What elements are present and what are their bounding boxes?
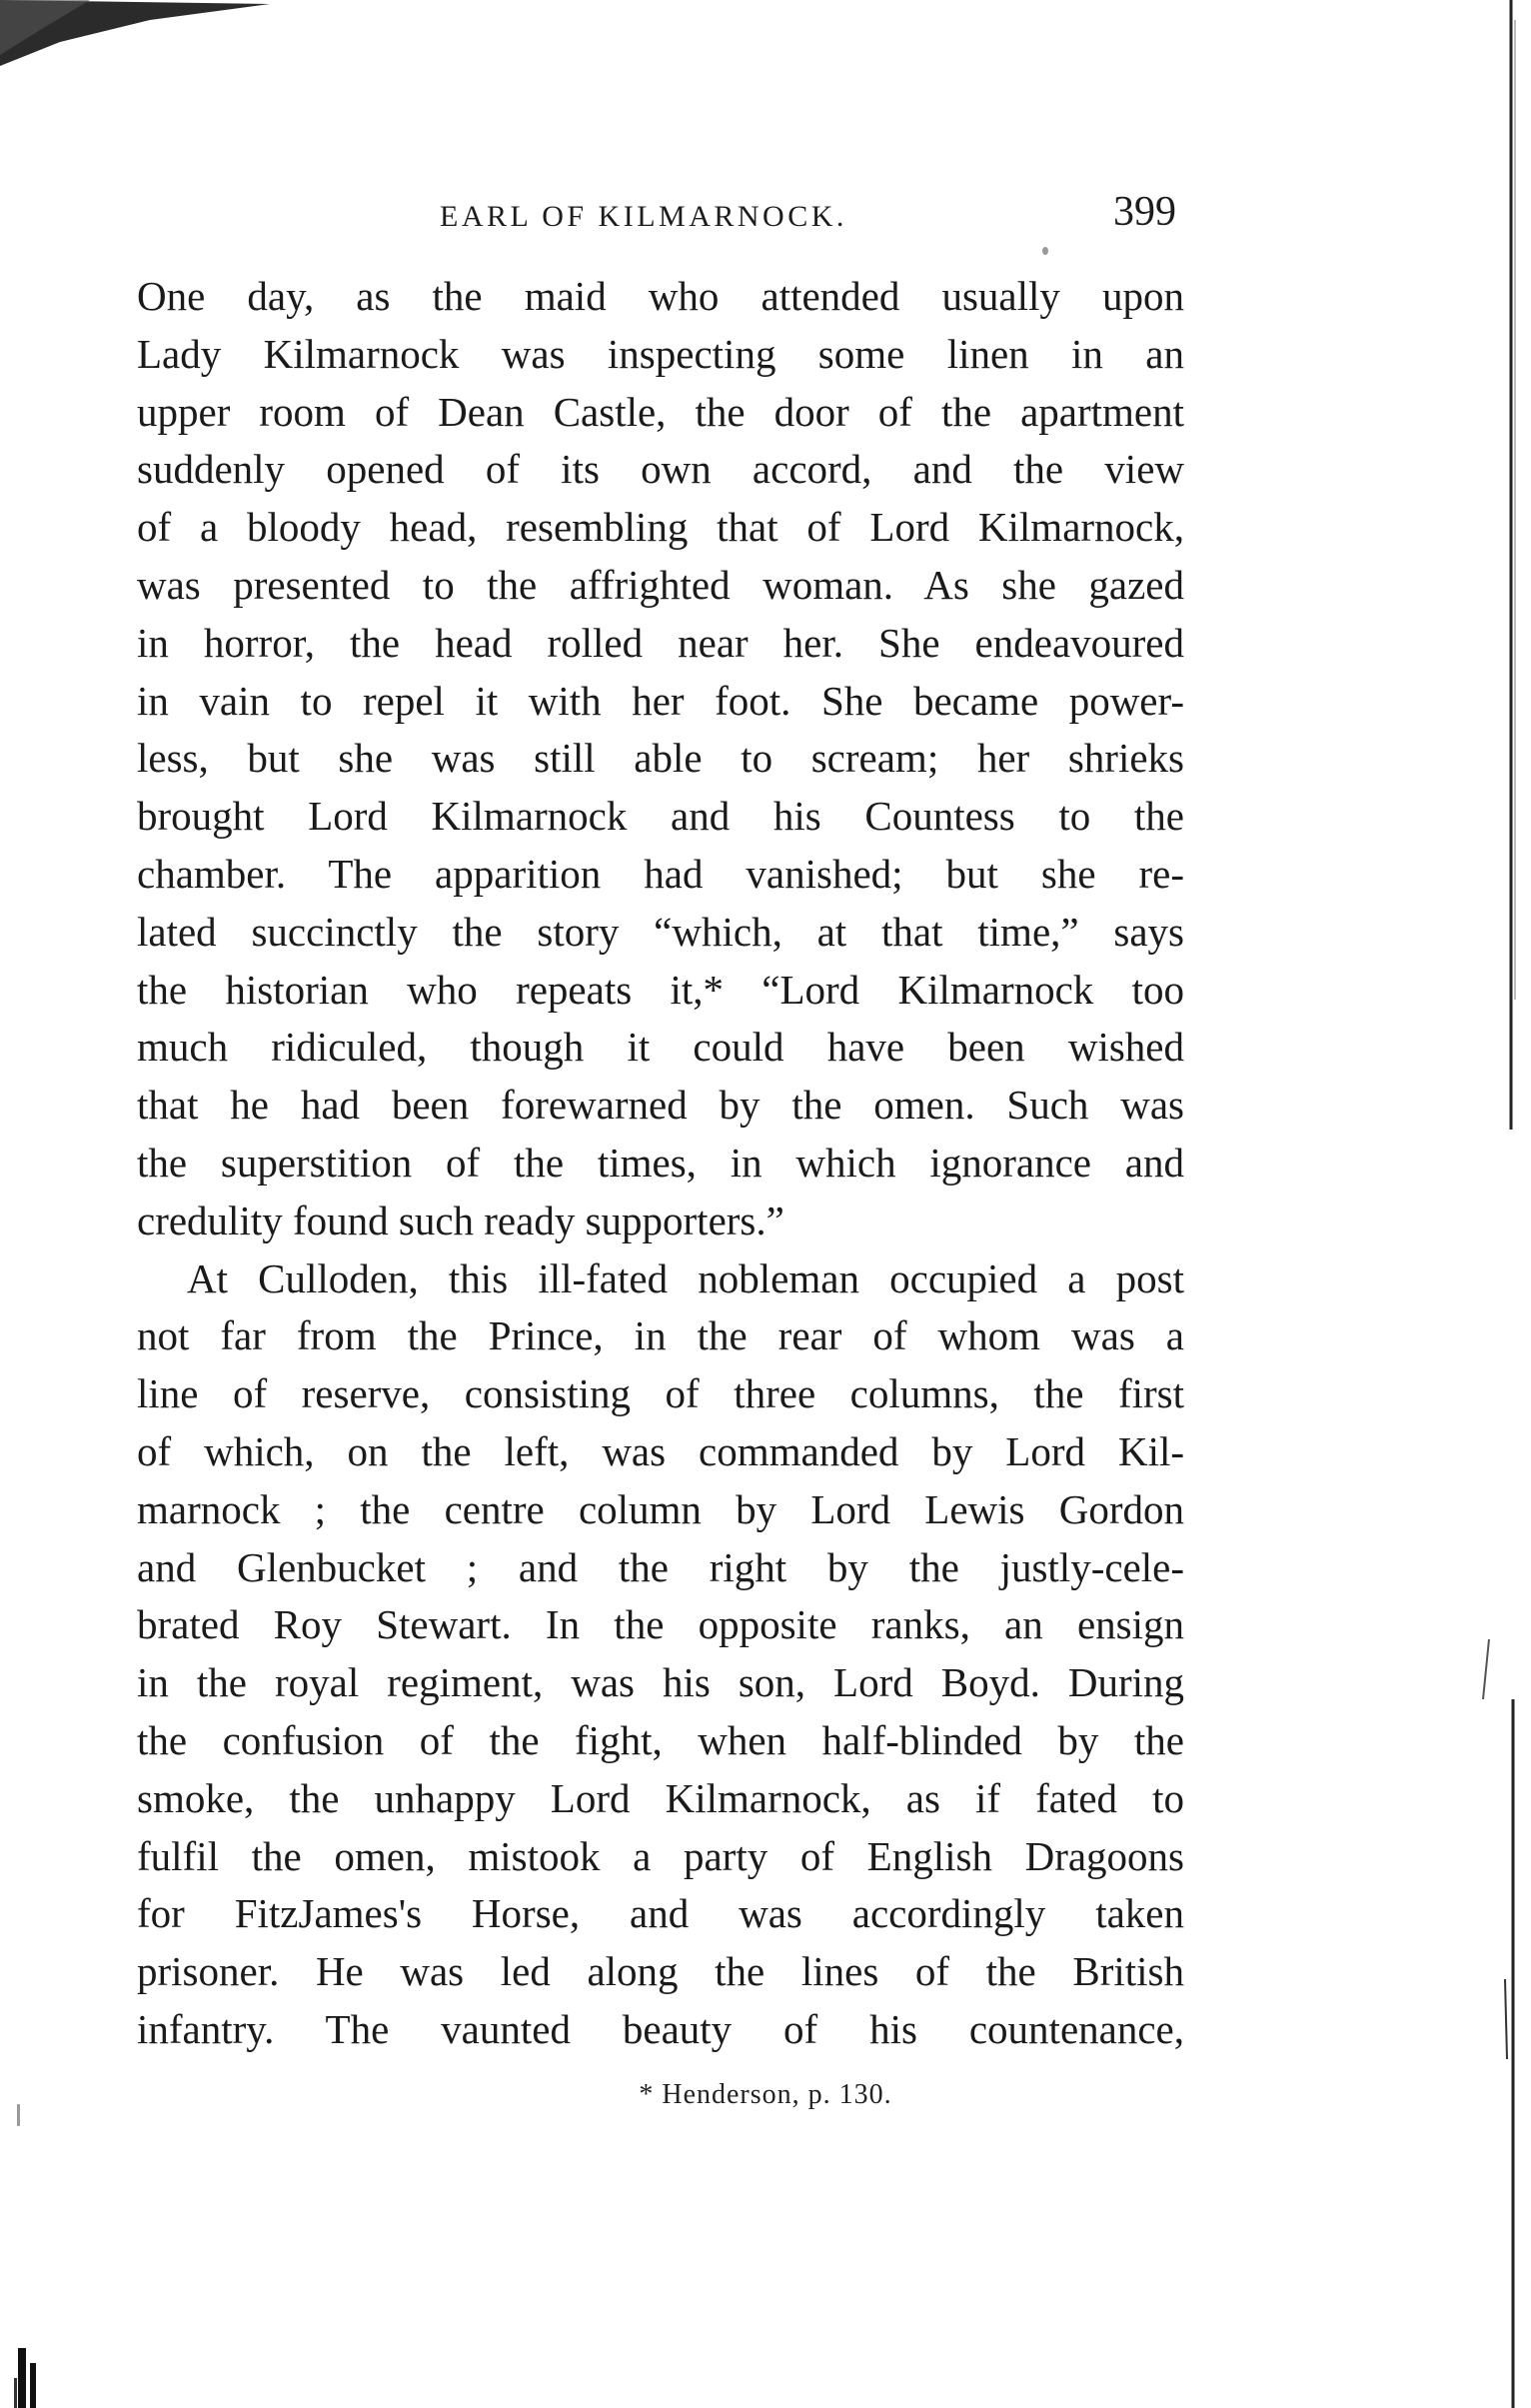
- text-line: One day, as the maid who attended usually upon: [137, 273, 1184, 319]
- paragraph: [137, 268, 1184, 1250]
- text-line: infantry. The vaunted beauty of his countenance,: [137, 2005, 1184, 2052]
- text-line: less, but she was still able to scream; her shrieks: [137, 735, 1184, 782]
- text-line: the superstition of the times, in which ignorance and: [137, 1139, 1184, 1186]
- text-line: Lady Kilmarnock was inspecting some linen in an: [137, 330, 1184, 377]
- footnote: * Henderson, p. 130.: [639, 2079, 892, 2110]
- running-title: EARL OF KILMARNOCK.: [440, 200, 847, 233]
- text-line: brated Roy Stewart. In the opposite ranks, an ensign: [137, 1601, 1184, 1648]
- text-line: was presented to the affrighted woman. As she gazed: [137, 561, 1184, 608]
- text-line: smoke, the unhappy Lord Kilmarnock, as if fated to: [137, 1774, 1184, 1821]
- text-line: and Glenbucket ; and the right by the justly-cele-: [137, 1543, 1184, 1590]
- text-line: in horror, the head rolled near her. She endeavoured: [137, 619, 1184, 666]
- text-line: marnock ; the centre column by Lord Lewis Gordon: [137, 1485, 1184, 1532]
- paragraph: [137, 1250, 1184, 2059]
- page-edge-bottom-left: [0, 2308, 70, 2408]
- text-line: the historian who repeats it,* “Lord Kilmarnock too: [137, 966, 1184, 1013]
- page-corner-smudge: [0, 0, 270, 70]
- text-line: in the royal regiment, was his son, Lord Boyd. During: [137, 1659, 1184, 1706]
- text-line: brought Lord Kilmarnock and his Countess to the: [137, 793, 1184, 840]
- page-edge-right: [1461, 0, 1531, 2408]
- text-line: not far from the Prince, in the rear of whom was a: [137, 1312, 1184, 1359]
- text-line: fulfil the omen, mistook a party of English Dragoons: [137, 1832, 1184, 1879]
- text-line: At Culloden, this ill-fated nobleman occupied a post: [187, 1254, 1184, 1301]
- ink-speck: [1042, 247, 1048, 255]
- text-line: the confusion of the fight, when half-blinded by the: [137, 1716, 1184, 1763]
- text-line: line of reserve, consisting of three columns, the first: [137, 1370, 1184, 1417]
- text-line: upper room of Dean Castle, the door of the apartment: [137, 388, 1184, 435]
- body-text: [137, 268, 1184, 2059]
- text-line: for FitzJames's Horse, and was accordingly taken: [137, 1890, 1184, 1937]
- text-line: in vain to repel it with her foot. She became power-: [137, 677, 1184, 724]
- text-line: that he had been forewarned by the omen. Such was: [137, 1082, 1184, 1129]
- text-line: lated succinctly the story “which, at that time,” says: [137, 908, 1184, 955]
- text-line: suddenly opened of its own accord, and the view: [137, 446, 1184, 493]
- page-number: 399: [1113, 189, 1176, 235]
- text-line: much ridiculed, though it could have been wished: [137, 1024, 1184, 1071]
- text-line: prisoner. He was led along the lines of the British: [137, 1948, 1184, 1995]
- text-line: chamber. The apparition had vanished; but she re-: [137, 850, 1184, 897]
- running-head: [140, 188, 1184, 248]
- text-line: credulity found such ready supporters.”: [137, 1197, 784, 1243]
- text-line: of which, on the left, was commanded by Lord Kil-: [137, 1427, 1184, 1474]
- text-line: of a bloody head, resembling that of Lord Kilmarnock,: [137, 504, 1184, 551]
